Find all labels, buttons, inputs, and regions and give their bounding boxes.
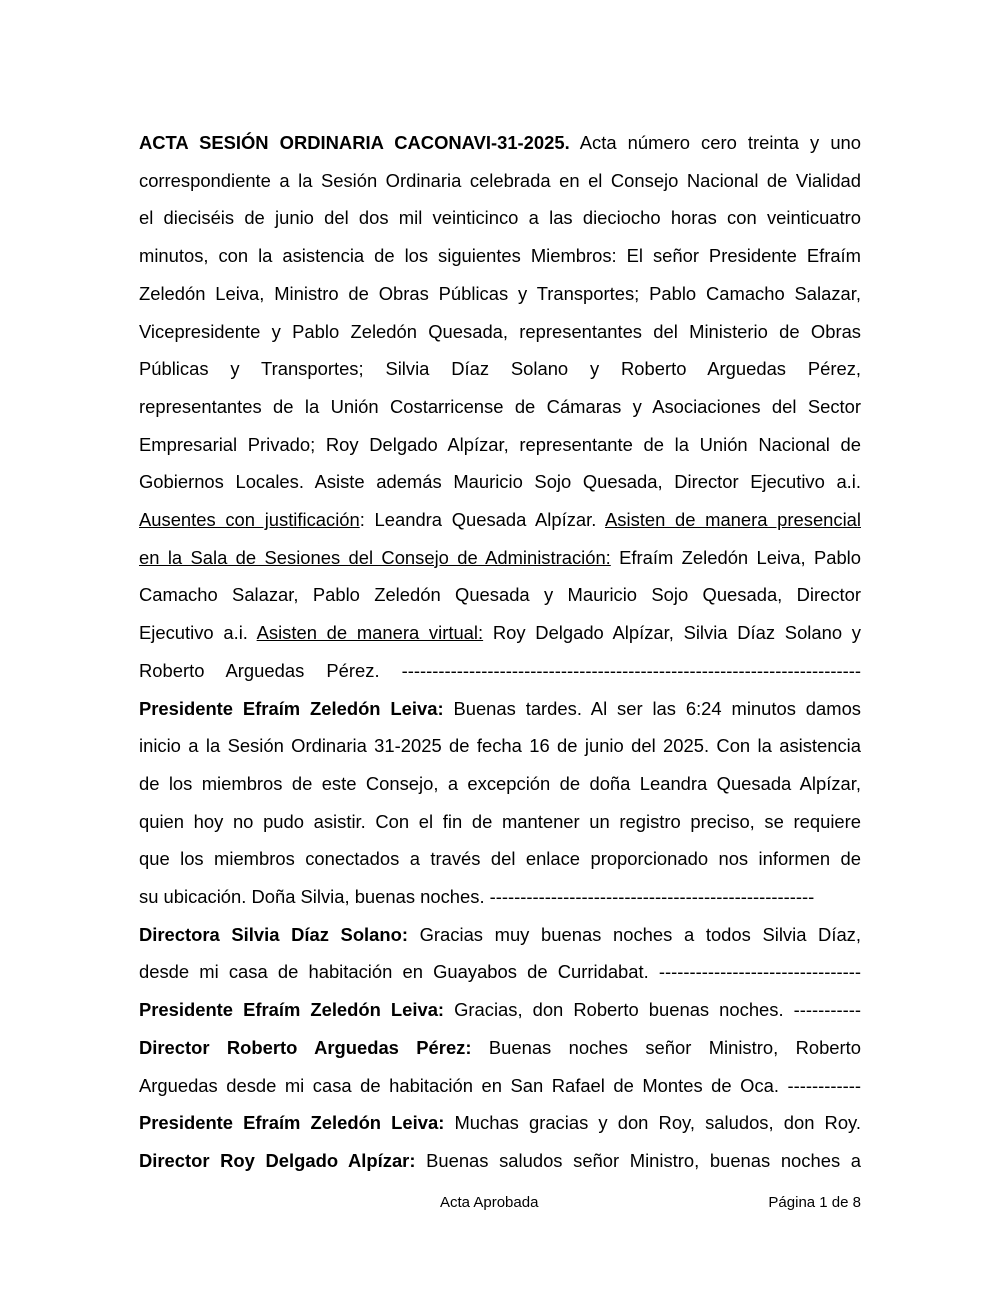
text-segment: Buenas saludos señor Ministro, buenas noches a [415, 1149, 861, 1171]
text-segment: Gobiernos Locales. Asiste además Mauricio Sojo Quesada, Director Ejecutivo a.i. [139, 471, 861, 493]
page-footer [139, 1194, 861, 1216]
text-segment: Vicepresidente y Pablo Zeledón Quesada, representantes del Ministerio de Obras [139, 320, 861, 342]
text-segment: Empresarial Privado; Roy Delgado Alpízar, representante de la Unión Nacional de [139, 433, 861, 455]
text-segment: Efraím Zeledón Leiva, Pablo [610, 546, 861, 568]
text-segment: Arguedas desde mi casa de habitación en San Rafael de Montes de Oca. ------------ [139, 1074, 861, 1096]
speaker-label: Director Roberto Arguedas Pérez: [139, 1036, 472, 1058]
text-segment: Buenas noches señor Ministro, Roberto [471, 1036, 861, 1058]
text-line [139, 463, 861, 501]
text-segment: Públicas y Transportes; Silvia Díaz Solano y Roberto Arguedas Pérez, [139, 358, 861, 380]
text-line [139, 388, 861, 426]
page-number: Página 1 de 8 [768, 1194, 861, 1211]
text-line [139, 727, 861, 765]
text-line [139, 953, 861, 991]
text-line [139, 878, 861, 916]
text-segment: : Leandra Quesada Alpízar. [359, 509, 606, 531]
text-line [139, 199, 861, 237]
speaker-label: Presidente Efraím Zeledón Leiva: [139, 999, 445, 1021]
text-segment: inicio a la Sesión Ordinaria 31-2025 de fecha 16 de junio del 2025. Con la asistencia [139, 735, 861, 757]
text-line [139, 350, 861, 388]
text-line [139, 803, 861, 841]
text-line [139, 991, 861, 1029]
speaker-label: Presidente Efraím Zeledón Leiva: [139, 1112, 445, 1134]
text-segment: Gracias muy buenas noches a todos Silvia Díaz, [407, 923, 861, 945]
text-segment: desde mi casa de habitación en Guayabos de Curridabat. --------------------------------- [139, 961, 861, 983]
text-line [139, 501, 861, 539]
document-body [139, 124, 861, 1180]
text-line [139, 652, 861, 690]
text-segment: Acta número cero treinta y uno [569, 132, 861, 153]
text-line [139, 916, 861, 954]
text-segment: quien hoy no pudo asistir. Con el fin de mantener un registro preciso, se requiere [139, 810, 861, 832]
text-line [139, 237, 861, 275]
text-segment: que los miembros conectados a través del enlace proporcionado nos informen de [139, 848, 861, 870]
text-line [139, 765, 861, 803]
footer-status: Acta Aprobada [440, 1194, 539, 1211]
text-segment: Roy Delgado Alpízar, Silvia Díaz Solano y [483, 622, 861, 644]
text-segment: el dieciséis de junio del dos mil veinticinco a las dieciocho horas con veinticuatro [139, 207, 861, 229]
text-segment: Roberto Arguedas Pérez. --------------------------------------------------------------------------- [139, 659, 861, 681]
text-segment: su ubicación. Doña Silvia, buenas noches. ----------------------------------------------------- [139, 886, 815, 908]
speaker-label: Presidente Efraím Zeledón Leiva: [139, 697, 444, 719]
text-segment: minutos, con la asistencia de los siguientes Miembros: El señor Presidente Efraím [139, 245, 861, 267]
text-line [139, 840, 861, 878]
text-segment: Ejecutivo a.i. [139, 622, 257, 644]
text-line [139, 1067, 861, 1105]
text-line [139, 576, 861, 614]
text-line [139, 313, 861, 351]
text-line [139, 426, 861, 464]
text-line [139, 1142, 861, 1180]
underlined-heading: Ausentes con justificación [139, 509, 360, 531]
text-line [139, 124, 861, 162]
text-segment: representantes de la Unión Costarricense de Cámaras y Asociaciones del Sector [139, 395, 861, 417]
text-line [139, 690, 861, 728]
text-line [139, 1104, 861, 1142]
text-segment: Zeledón Leiva, Ministro de Obras Públicas y Transportes; Pablo Camacho Salazar, [139, 282, 861, 304]
speaker-label: Director Roy Delgado Alpízar: [139, 1149, 416, 1171]
text-segment: Muchas gracias y don Roy, saludos, don Roy. [444, 1112, 861, 1134]
text-segment: Camacho Salazar, Pablo Zeledón Quesada y Mauricio Sojo Quesada, Director [139, 584, 861, 606]
underlined-heading: Asisten de manera virtual: [256, 622, 484, 644]
text-segment: Gracias, don Roberto buenas noches. ----------- [444, 999, 861, 1021]
text-segment: de los miembros de este Consejo, a excepción de doña Leandra Quesada Alpízar, [139, 772, 861, 794]
underlined-heading: Asisten de manera presencial [605, 509, 861, 531]
text-line [139, 1029, 861, 1067]
text-segment: Buenas tardes. Al ser las 6:24 minutos damos [443, 697, 861, 719]
speaker-label: Directora Silvia Díaz Solano: [139, 923, 408, 945]
text-segment: correspondiente a la Sesión Ordinaria celebrada en el Consejo Nacional de Vialidad [139, 169, 861, 191]
text-line [139, 539, 861, 577]
text-line [139, 162, 861, 200]
text-line [139, 614, 861, 652]
speaker-label: ACTA SESIÓN ORDINARIA CACONAVI-31-2025. [139, 132, 570, 153]
text-line [139, 275, 861, 313]
underlined-heading: en la Sala de Sesiones del Consejo de Administración: [139, 546, 611, 568]
